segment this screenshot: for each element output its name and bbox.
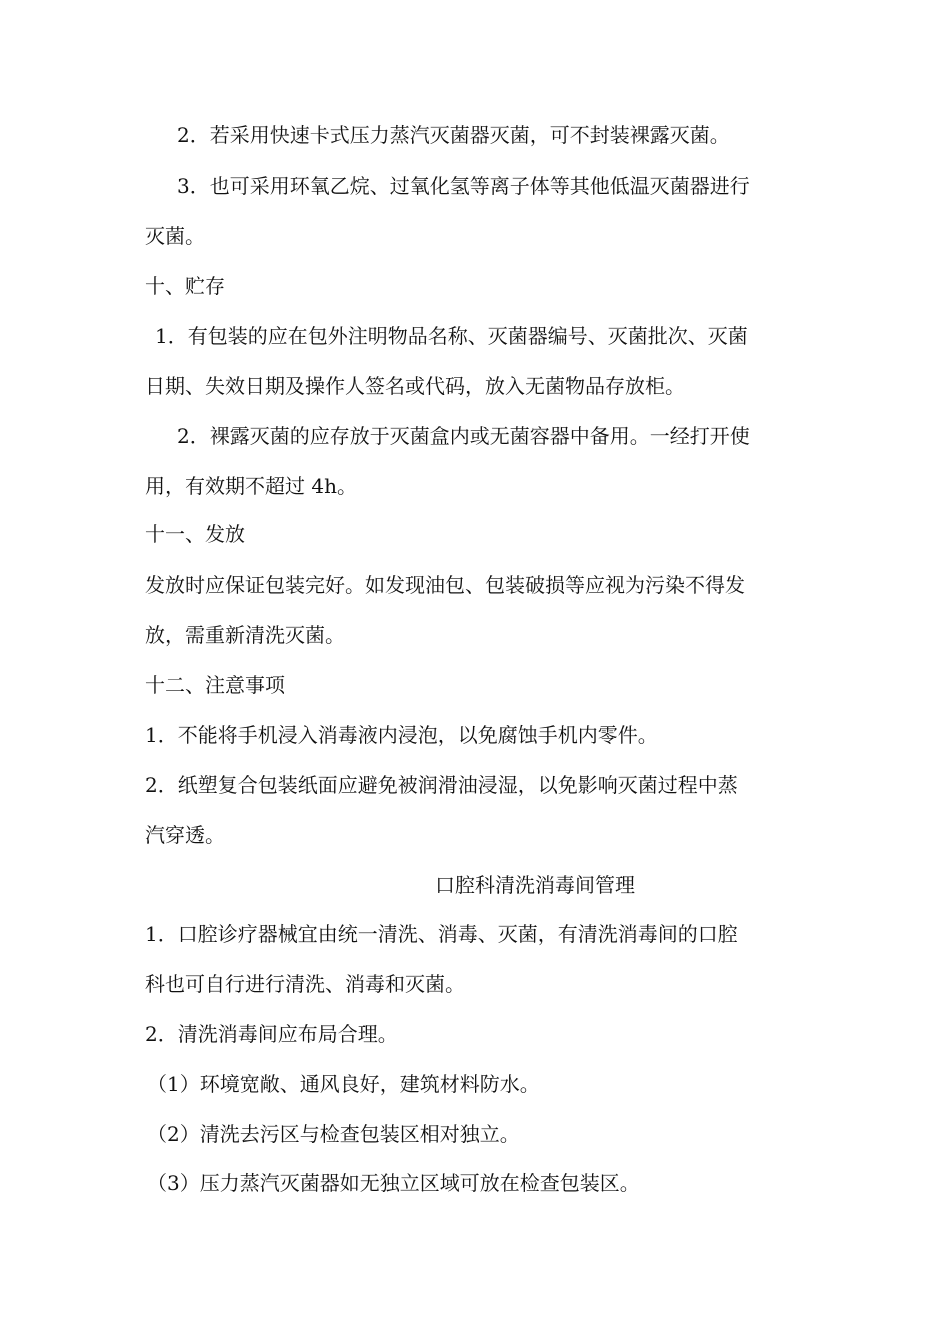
storage-item-1-line-1: 1．有包装的应在包外注明物品名称、灭菌器编号、灭菌批次、灭菌: [155, 324, 748, 348]
room-sub-item-1: （1）环境宽敞、通风良好，建筑材料防水。: [147, 1072, 540, 1096]
sterilization-item-3-line-1: 3．也可采用环氧乙烷、过氧化氢等离子体等其他低温灭菌器进行: [177, 174, 750, 198]
storage-heading: 十、贮存: [145, 274, 225, 298]
room-sub-item-3: （3）压力蒸汽灭菌器如无独立区域可放在检查包装区。: [147, 1171, 640, 1195]
notes-item-2-line-1: 2．纸塑复合包装纸面应避免被润滑油浸湿，以免影响灭菌过程中蒸: [145, 773, 738, 797]
sterilization-item-3-line-2: 灭菌。: [145, 224, 205, 248]
room-sub-item-2: （2）清洗去污区与检查包装区相对独立。: [147, 1122, 520, 1146]
notes-heading: 十二、注意事项: [145, 673, 285, 697]
dispatch-text-line-2: 放，需重新清洗灭菌。: [145, 623, 345, 647]
notes-item-2-line-2: 汽穿透。: [145, 823, 225, 847]
dispatch-text-line-1: 发放时应保证包装完好。如发现油包、包装破损等应视为污染不得发: [145, 573, 745, 597]
dispatch-heading: 十一、发放: [145, 522, 245, 546]
storage-item-1-line-2: 日期、失效日期及操作人签名或代码，放入无菌物品存放柜。: [145, 374, 685, 398]
storage-item-2-line-1: 2．裸露灭菌的应存放于灭菌盒内或无菌容器中备用。一经打开使: [177, 424, 750, 448]
sterilization-item-2: 2．若采用快速卡式压力蒸汽灭菌器灭菌，可不封装裸露灭菌。: [177, 123, 730, 147]
storage-item-2-line-2: 用，有效期不超过 4h。: [145, 474, 357, 498]
room-item-1-line-2: 科也可自行进行清洗、消毒和灭菌。: [145, 972, 465, 996]
notes-item-1: 1．不能将手机浸入消毒液内浸泡，以免腐蚀手机内零件。: [145, 723, 658, 747]
room-item-2: 2．清洗消毒间应布局合理。: [145, 1022, 398, 1046]
room-title: 口腔科清洗消毒间管理: [435, 873, 635, 897]
room-item-1-line-1: 1．口腔诊疗器械宜由统一清洗、消毒、灭菌，有清洗消毒间的口腔: [145, 922, 738, 946]
